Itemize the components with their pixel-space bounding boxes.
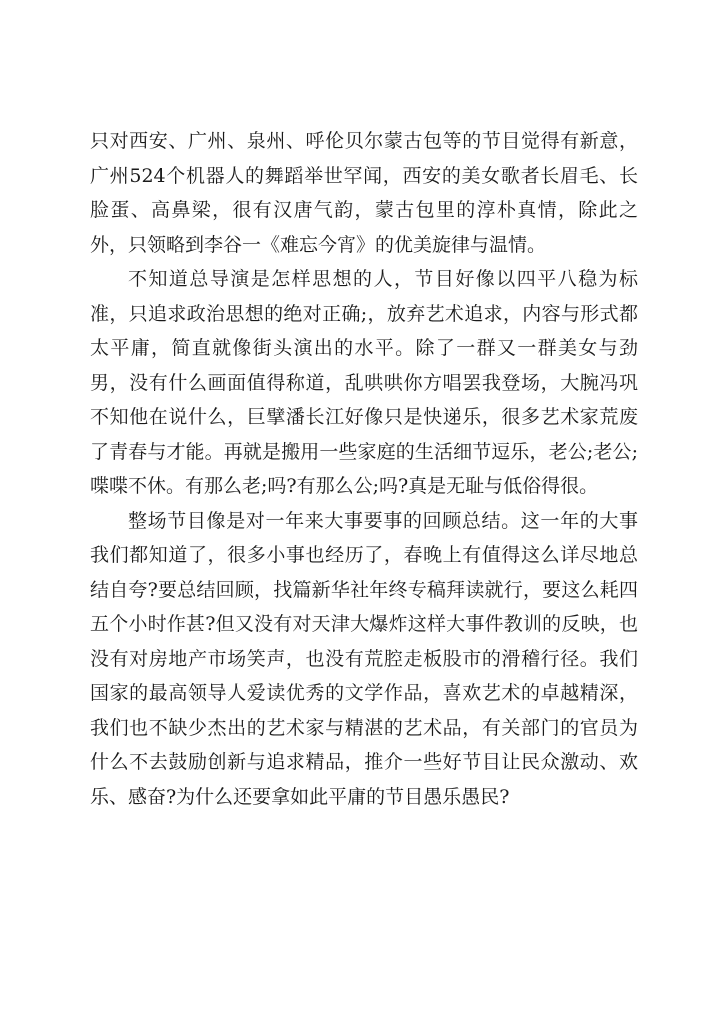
- paragraph-2: 不知道总导演是怎样思想的人，节目好像以四平八稳为标准，只追求政治思想的绝对正确;，放弃艺术追求，内容与形式都太平庸，简直就像街头演出的水平。除了一群又一群美女与劲男，没有什么画面值得称道，乱哄哄你方唱罢我登场，大腕冯巩不知他在说什么，巨擘潘长江好像只是快递乐，很多艺术家荒废了青春与才能。再就是搬用一些家庭的生活细节逗乐，老公;老公;喋喋不休。有那么老;吗?有那么公;吗?真是无耻与低俗得很。: [90, 268, 638, 497]
- paragraph-3: 整场节目像是对一年来大事要事的回顾总结。这一年的大事我们都知道了，很多小事也经历了，春晚上有值得这么详尽地总结自夸?要总结回顾，找篇新华社年终专稿拜读就行，要这么耗四五个小时作甚?但又没有对天津大爆炸这样大事件教训的反映，也没有对房地产市场笑声，也没有荒腔走板股市的滑稽行径。我们国家的最高领导人爱读优秀的文学作品，喜欢艺术的卓越精深，我们也不缺少杰出的艺术家与精湛的艺术品，有关部门的官员为什么不去鼓励创新与追求精品，推介一些好节目让民众激动、欢乐、感奋?为什么还要拿如此平庸的节目愚乐愚民?: [90, 509, 638, 808]
- document-body: [90, 124, 638, 814]
- paragraph-1: 只对西安、广州、泉州、呼伦贝尔蒙古包等的节目觉得有新意，广州524个机器人的舞蹈举世罕闻，西安的美女歌者长眉毛、长脸蛋、高鼻梁，很有汉唐气韵，蒙古包里的淳朴真情，除此之外，只领略到李谷一《难忘今宵》的优美旋律与温情。: [90, 130, 638, 256]
